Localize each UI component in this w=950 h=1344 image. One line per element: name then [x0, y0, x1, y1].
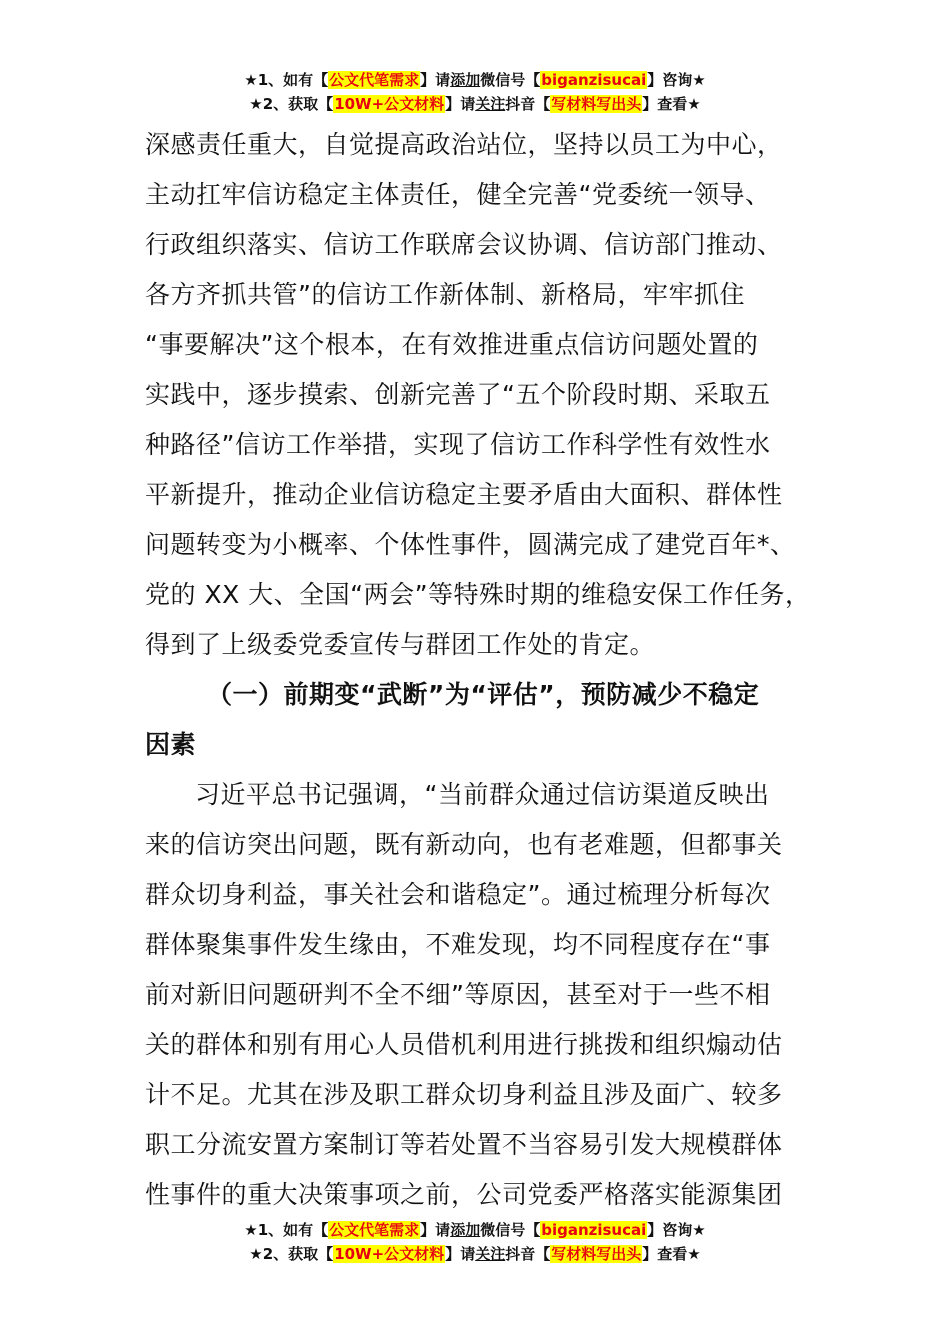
body-line: 群众切身利益，事关社会和谐稳定”。通过梳理分析每次: [145, 880, 771, 909]
body-line: 计不足。尤其在涉及职工群众切身利益且涉及面广、较多: [145, 1080, 783, 1109]
body-line: 关的群体和别有用心人员借机利用进行挑拨和组织煽动估: [145, 1030, 783, 1059]
banner-line-1: [0, 1218, 950, 1242]
banner-underlined-text: 添加: [450, 1221, 481, 1239]
banner-highlight: 10W+公文材料: [334, 1245, 445, 1263]
body-line: 种路径”信访工作举措，实现了信访工作科学性有效性水: [145, 430, 771, 459]
banner-highlight: 10W+公文材料: [334, 95, 445, 113]
banner-text: 】查看★: [642, 1245, 701, 1263]
body-line: 行政组织落实、信访工作联席会议协调、信访部门推动、: [145, 230, 783, 259]
body-line: 主动扛牢信访稳定主体责任，健全完善“党委统一领导、: [145, 180, 771, 209]
body-line: 问题转变为小概率、个体性事件，圆满完成了建党百年*、: [145, 530, 796, 559]
banner-underlined-text: 关注: [475, 1245, 506, 1263]
banner-text: ★1、如有【: [244, 1221, 329, 1239]
banner-highlight-douyin-id: 写材料写出头: [551, 1245, 642, 1263]
body-line: 实践中，逐步摸索、创新完善了“五个阶段时期、采取五: [145, 380, 771, 409]
banner-text: 】请: [420, 71, 451, 89]
banner-text: 】查看★: [642, 95, 701, 113]
banner-line-1: [0, 68, 950, 92]
body-line: 各方齐抓共管”的信访工作新体制、新格局，牢牢抓住: [145, 280, 745, 309]
banner-underlined-text: 添加: [450, 71, 481, 89]
banner-text: 】请: [420, 1221, 451, 1239]
banner-text: ★2、获取【: [249, 1245, 334, 1263]
banner-text: 微信号【: [480, 1221, 541, 1239]
banner-underlined-text: 关注: [475, 95, 506, 113]
banner-text: 抖音【: [505, 1245, 551, 1263]
banner-highlight-wechat-id: biganzisucai: [541, 71, 647, 89]
paragraph-first-line: 习近平总书记强调，“当前群众通过信访渠道反映出: [195, 780, 770, 809]
document-body: [145, 120, 825, 1220]
body-line: 平新提升，推动企业信访稳定主要矛盾由大面积、群体性: [145, 480, 783, 509]
banner-line-2: [0, 1242, 950, 1266]
body-line: 来的信访突出问题，既有新动向，也有老难题，但都事关: [145, 830, 783, 859]
banner-line-2: [0, 92, 950, 116]
section-heading-continued: 因素: [145, 730, 197, 759]
banner-text: ★2、获取【: [249, 95, 334, 113]
banner-text: ★1、如有【: [244, 71, 329, 89]
body-line: 党的 XX 大、全国“两会”等特殊时期的维稳安保工作任务，: [145, 580, 811, 609]
header-banner: [0, 68, 950, 116]
footer-banner: [0, 1218, 950, 1266]
banner-text: 】请: [445, 1245, 476, 1263]
body-line: 职工分流安置方案制订等若处置不当容易引发大规模群体: [145, 1130, 783, 1159]
body-line: 深感责任重大，自觉提高政治站位，坚持以员工为中心，: [145, 130, 783, 159]
banner-text: 】咨询★: [647, 71, 706, 89]
banner-highlight-wechat-id: biganzisucai: [541, 1221, 647, 1239]
banner-highlight: 公文代笔需求: [329, 1221, 420, 1239]
body-line: 前对新旧问题研判不全不细”等原因，甚至对于一些不相: [145, 980, 771, 1009]
banner-text: 抖音【: [505, 95, 551, 113]
banner-text: 】请: [445, 95, 476, 113]
body-line: 得到了上级委党委宣传与群团工作处的肯定。: [145, 630, 656, 659]
section-heading: （一）前期变“武断”为“评估”，预防减少不稳定: [207, 680, 760, 709]
body-line: 群体聚集事件发生缘由，不难发现，均不同程度存在“事: [145, 930, 771, 959]
banner-highlight-douyin-id: 写材料写出头: [551, 95, 642, 113]
body-line: 性事件的重大决策事项之前，公司党委严格落实能源集团: [145, 1180, 783, 1209]
body-line: “事要解决”这个根本，在有效推进重点信访问题处置的: [145, 330, 759, 359]
banner-highlight: 公文代笔需求: [329, 71, 420, 89]
banner-text: 微信号【: [480, 71, 541, 89]
banner-text: 】咨询★: [647, 1221, 706, 1239]
